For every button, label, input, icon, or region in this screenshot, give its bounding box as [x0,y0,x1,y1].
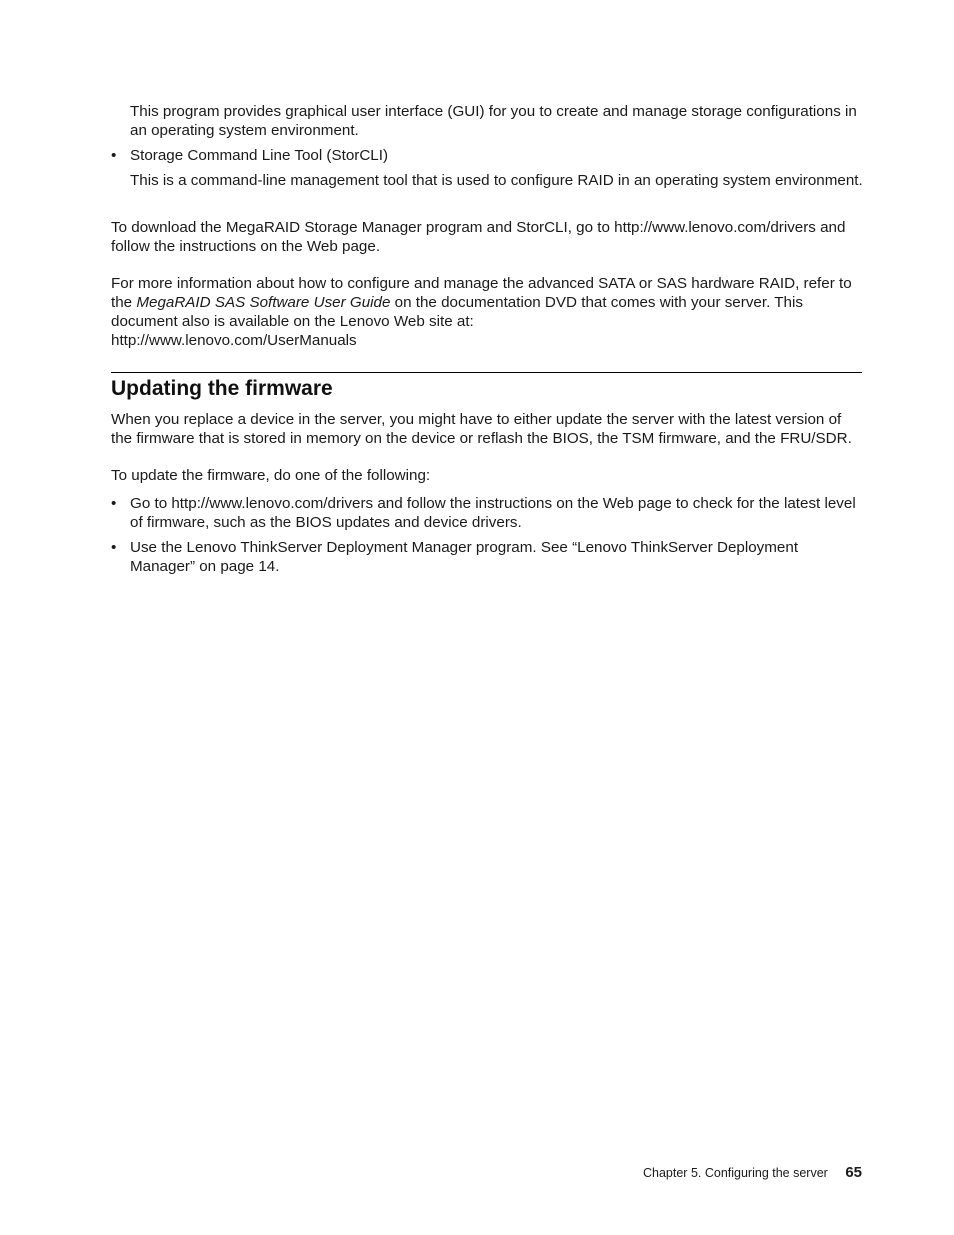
list-item-text: Go to http://www.lenovo.com/drivers and follow the instructions on the Web page to check for the latest level of firmware, such as the BIOS updates and device drivers. [130,495,856,531]
list-item-text: Use the Lenovo ThinkServer Deployment Manager program. See “Lenovo ThinkServer Deployment Manager” on page 14. [130,539,799,575]
list-item-text: Storage Command Line Tool (StorCLI) [130,147,389,164]
page-number: 65 [845,1164,862,1181]
more-info-paragraph [111,274,865,350]
storcli-description: This is a command-line management tool that is used to configure RAID in an operating system environment. [130,172,863,189]
more-info-text: For more information about how to configure and manage the advanced SATA or SAS hardware RAID, refer to the [111,275,852,311]
bullet-icon: • [111,539,117,556]
firmware-paragraph: When you replace a device in the server, you might have to either update the server with the latest version of the firmware that is stored in memory on the device or reflash the BIOS, the TSM firmware, and the FRU/SDR. [111,411,852,447]
user-manuals-url: http://www.lenovo.com/UserManuals [111,332,357,349]
bullet-icon: • [111,495,117,512]
page-footer [643,1164,862,1182]
more-info-text-cont: on the documentation DVD that comes with your server. This document also is available on the Lenovo Web site at: [111,294,803,330]
gui-description: This program provides graphical user interface (GUI) for you to create and manage storage configurations in an operating system environment. [130,103,857,139]
guide-title: MegaRAID SAS Software User Guide [136,294,391,311]
download-paragraph: To download the MegaRAID Storage Manager program and StorCLI, go to http://www.lenovo.com/drivers and follow the instructions on the Web page. [111,219,846,255]
firmware-instructions: To update the firmware, do one of the following: [111,467,431,484]
section-divider [111,372,862,373]
section-title: Updating the firmware [111,377,333,400]
chapter-label: Chapter 5. Configuring the server [643,1166,828,1180]
bullet-icon: • [111,147,117,164]
